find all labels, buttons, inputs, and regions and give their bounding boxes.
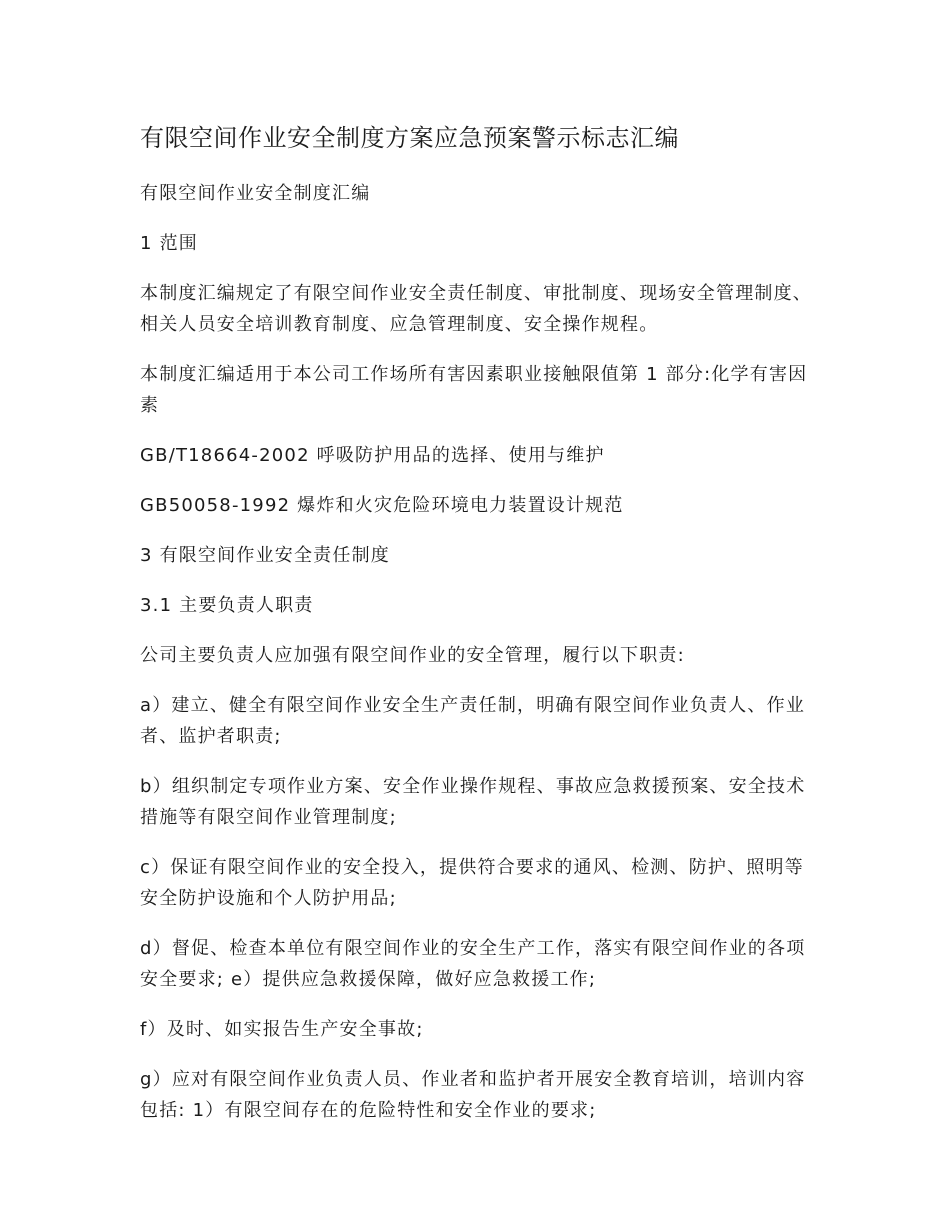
reference-standard: GB50058-1992 爆炸和火灾危险环境电力装置设计规范 (140, 495, 624, 516)
list-item: d）督促、检查本单位有限空间作业的安全生产工作，落实有限空间作业的各项安全要求; e）提供应急救援保障，做好应急救援工作; (140, 938, 806, 990)
subtitle-paragraph: 有限空间作业安全制度汇编 (140, 183, 371, 204)
list-item: g）应对有限空间作业负责人员、作业者和监护者开展安全教育培训，培训内容包括: 1）有限空间存在的危险特性和安全作业的要求; (140, 1069, 806, 1121)
body-paragraph: 本制度汇编规定了有限空间作业安全责任制度、审批制度、现场安全管理制度、相关人员安全培训教育制度、应急管理制度、安全操作规程。 (140, 283, 812, 335)
body-paragraph: 本制度汇编适用于本公司工作场所有害因素职业接触限值第 1 部分:化学有害因素 (140, 364, 808, 416)
list-item: c）保证有限空间作业的安全投入，提供符合要求的通风、检测、防护、照明等安全防护设施和个人防护用品; (140, 857, 804, 909)
list-item: a）建立、健全有限空间作业安全生产责任制，明确有限空间作业负责人、作业者、监护者职责; (140, 695, 806, 747)
section-heading-scope: 1 范围 (140, 233, 198, 254)
list-item: b）组织制定专项作业方案、安全作业操作规程、事故应急救援预案、安全技术措施等有限空间作业管理制度; (140, 776, 806, 828)
reference-standard: GB/T18664-2002 呼吸防护用品的选择、使用与维护 (140, 445, 605, 466)
section-heading: 3 有限空间作业安全责任制度 (140, 545, 390, 566)
document-page (140, 118, 820, 1145)
body-paragraph: 公司主要负责人应加强有限空间作业的安全管理，履行以下职责: (140, 645, 685, 666)
list-item: f）及时、如实报告生产安全事故; (140, 1019, 424, 1040)
document-title: 有限空间作业安全制度方案应急预案警示标志汇编 (140, 124, 679, 152)
subsection-heading: 3.1 主要负责人职责 (140, 595, 314, 616)
